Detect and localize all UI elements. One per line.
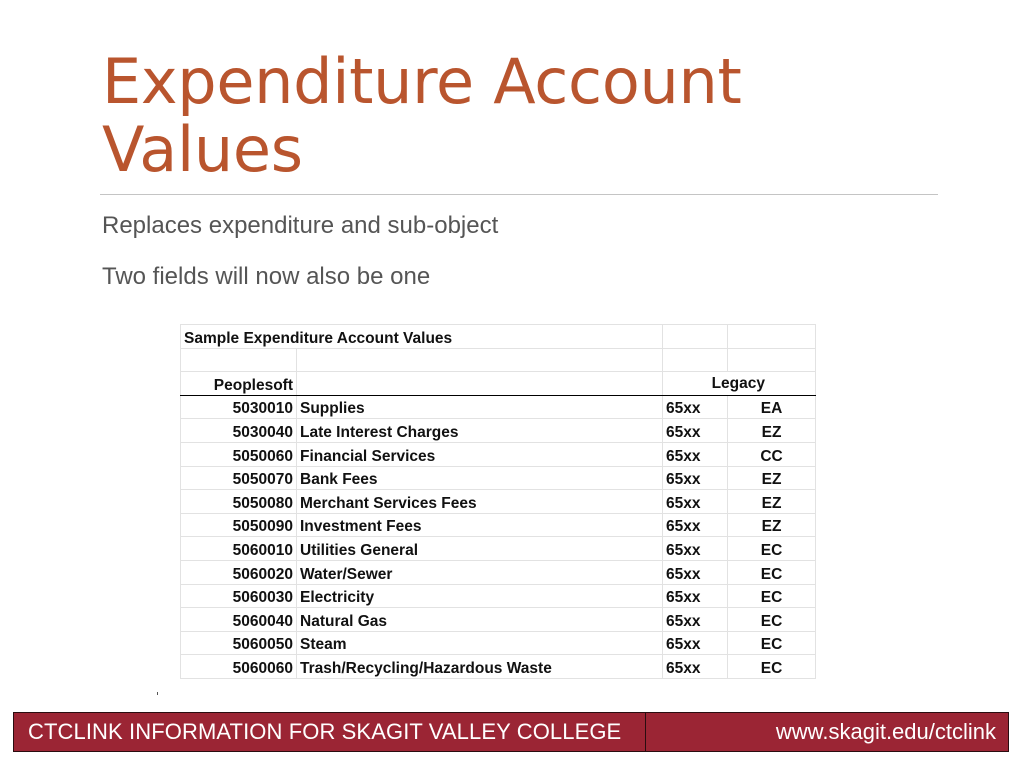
legacy-type: EC <box>728 560 816 584</box>
footer-bar <box>13 712 1009 752</box>
legacy-type: EC <box>728 584 816 608</box>
legacy-code: 65xx <box>663 442 728 466</box>
account-name: Steam <box>297 631 663 655</box>
legacy-code: 65xx <box>663 395 728 419</box>
legacy-type: EC <box>728 608 816 632</box>
legacy-type: EZ <box>728 466 816 490</box>
legacy-code: 65xx <box>663 584 728 608</box>
account-code: 5050090 <box>181 513 297 537</box>
legacy-code: 65xx <box>663 513 728 537</box>
account-name: Trash/Recycling/Hazardous Waste <box>297 655 663 679</box>
table-row <box>181 419 816 443</box>
footer-divider <box>645 713 646 751</box>
table-row <box>181 466 816 490</box>
account-code: 5060030 <box>181 584 297 608</box>
legacy-code: 65xx <box>663 608 728 632</box>
empty-cell <box>297 348 663 372</box>
table-row <box>181 584 816 608</box>
account-code: 5030010 <box>181 395 297 419</box>
table-header-row <box>181 372 816 396</box>
table-row <box>181 655 816 679</box>
empty-cell <box>663 325 728 349</box>
account-code: 5060020 <box>181 560 297 584</box>
bullet-2: Two fields will now also be one <box>102 263 431 290</box>
legacy-code: 65xx <box>663 419 728 443</box>
empty-cell <box>297 372 663 396</box>
account-code: 5060050 <box>181 631 297 655</box>
empty-cell <box>181 348 297 372</box>
legacy-type: EZ <box>728 513 816 537</box>
legacy-type: EA <box>728 395 816 419</box>
account-name: Natural Gas <box>297 608 663 632</box>
account-code: 5060010 <box>181 537 297 561</box>
legacy-type: EZ <box>728 490 816 514</box>
account-code: 5050070 <box>181 466 297 490</box>
account-name: Merchant Services Fees <box>297 490 663 514</box>
slide-title: Expenditure Account Values <box>102 45 742 186</box>
account-code: 5060060 <box>181 655 297 679</box>
header-legacy-label: Legacy <box>711 374 766 392</box>
account-name: Electricity <box>297 584 663 608</box>
account-code: 5060040 <box>181 608 297 632</box>
footer-college-label: CTCLINK INFORMATION FOR SKAGIT VALLEY COLLEGE <box>28 719 622 744</box>
table-row <box>181 513 816 537</box>
stray-mark <box>157 692 158 695</box>
table-row <box>181 442 816 466</box>
title-divider <box>100 194 938 195</box>
legacy-type: EC <box>728 655 816 679</box>
legacy-code: 65xx <box>663 490 728 514</box>
legacy-type: EC <box>728 631 816 655</box>
table-row <box>181 395 816 419</box>
legacy-type: EC <box>728 537 816 561</box>
header-peoplesoft: Peoplesoft <box>181 372 297 396</box>
bullet-1: Replaces expenditure and sub-object <box>102 212 499 239</box>
blank-row <box>181 348 816 372</box>
legacy-type: CC <box>728 442 816 466</box>
footer-url: www.skagit.edu/ctclink <box>775 719 996 744</box>
empty-cell <box>728 348 816 372</box>
account-name: Supplies <box>297 395 663 419</box>
account-name: Investment Fees <box>297 513 663 537</box>
account-name: Utilities General <box>297 537 663 561</box>
legacy-type: EZ <box>728 419 816 443</box>
account-name: Financial Services <box>297 442 663 466</box>
table-row <box>181 608 816 632</box>
legacy-code: 65xx <box>663 537 728 561</box>
legacy-code: 65xx <box>663 655 728 679</box>
table-caption: Sample Expenditure Account Values <box>181 325 663 349</box>
account-name: Water/Sewer <box>297 560 663 584</box>
table-row <box>181 537 816 561</box>
account-name: Late Interest Charges <box>297 419 663 443</box>
empty-cell <box>663 348 728 372</box>
table-row <box>181 560 816 584</box>
table-row <box>181 631 816 655</box>
account-code: 5050060 <box>181 442 297 466</box>
account-name: Bank Fees <box>297 466 663 490</box>
expenditure-table <box>180 324 816 679</box>
account-code: 5050080 <box>181 490 297 514</box>
legacy-code: 65xx <box>663 466 728 490</box>
table-row <box>181 490 816 514</box>
legacy-code: 65xx <box>663 560 728 584</box>
legacy-code: 65xx <box>663 631 728 655</box>
header-legacy <box>711 372 816 396</box>
table-caption-row <box>181 325 816 349</box>
empty-cell <box>728 325 816 349</box>
account-code: 5030040 <box>181 419 297 443</box>
